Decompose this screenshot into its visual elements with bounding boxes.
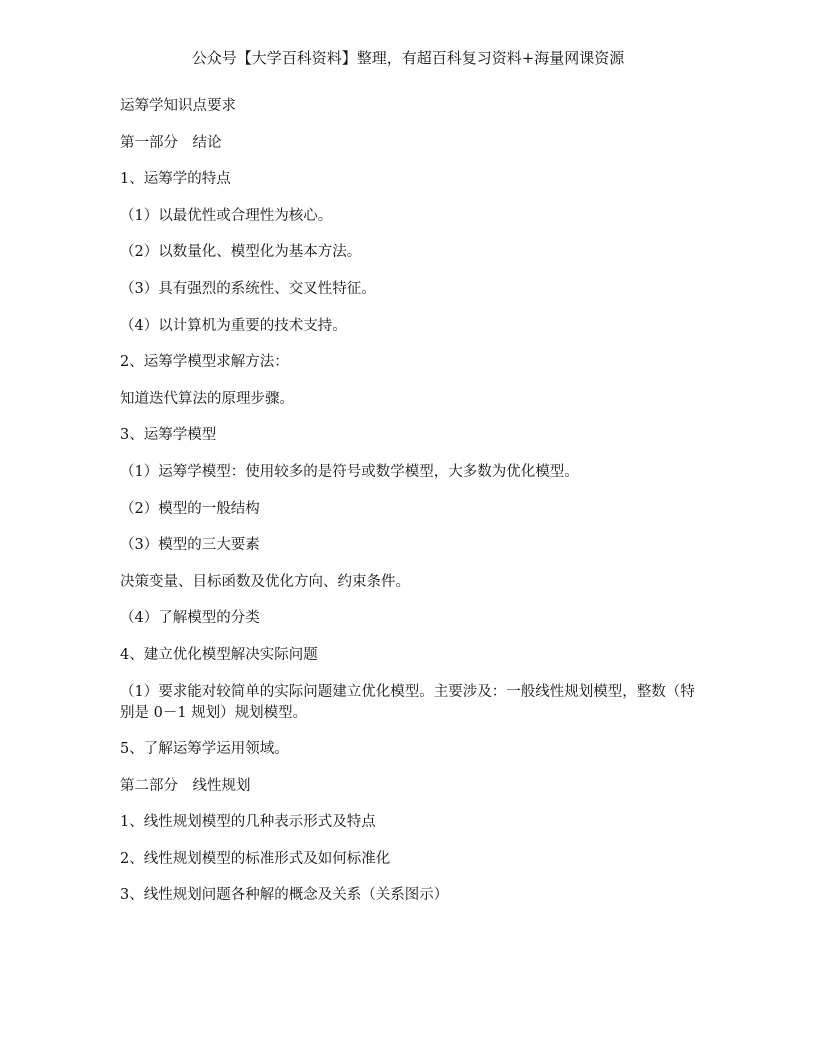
subsection-heading: 1、线性规划模型的几种表示形式及特点 [120,814,376,831]
list-item: （1）以最优性或合理性为核心。 [120,207,333,224]
paragraph: 决策变量、目标函数及优化方向、约束条件。 [120,573,410,590]
list-item: （4）以计算机为重要的技术支持。 [120,317,347,334]
subsection-heading: 4、建立优化模型解决实际问题 [120,646,318,663]
list-item: （1）要求能对较简单的实际问题建立优化模型。主要涉及：一般线性规划模型，整数（特别是 0－1 规划）规划模型。 [120,683,695,721]
subsection-heading: 5、了解运筹学运用领域。 [120,741,289,758]
subsection-heading: 2、线性规划模型的标准形式及如何标准化 [120,850,391,867]
list-item: （3）模型的三大要素 [120,537,260,554]
subsection-heading: 1、运筹学的特点 [120,171,231,188]
section-heading: 第一部分 结论 [120,134,222,151]
subsection-heading: 3、运筹学模型 [120,427,217,444]
list-item: （2）以数量化、模型化为基本方法。 [120,244,362,261]
list-item: （3）具有强烈的系统性、交叉性特征。 [120,280,376,297]
subsection-heading: 2、运筹学模型求解方法： [120,354,289,371]
section-heading: 第二部分 线性规划 [120,777,251,794]
document-body [120,96,696,922]
list-item: （2）模型的一般结构 [120,500,260,517]
subsection-heading: 3、线性规划问题各种解的概念及关系（关系图示） [120,887,449,904]
list-item: （1）运筹学模型：使用较多的是符号或数学模型，大多数为优化模型。 [120,463,579,480]
doc-title: 运筹学知识点要求 [120,98,236,114]
list-item: （4）了解模型的分类 [120,610,260,627]
page-header: 公众号【大学百科资料】整理，有超百科复习资料+海量网课资源 [191,49,625,67]
paragraph: 知道迭代算法的原理步骤。 [120,390,294,407]
